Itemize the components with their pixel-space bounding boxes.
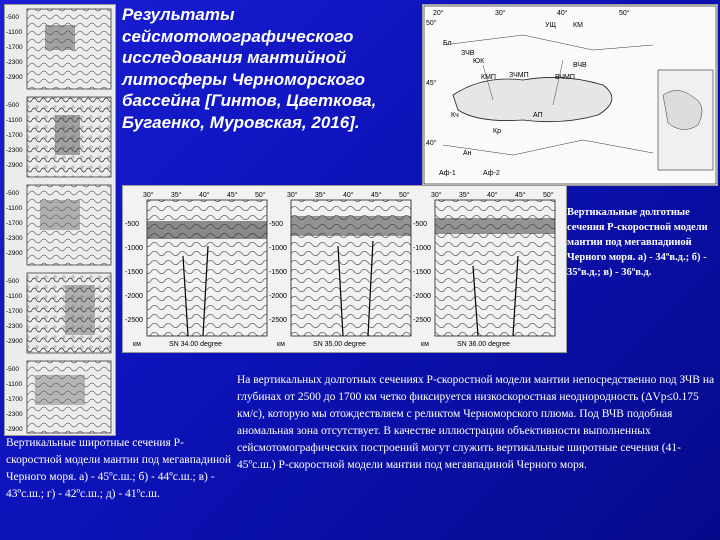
section-depth-tick: -1000 <box>125 245 143 252</box>
section-depth-tick: -2000 <box>125 293 143 300</box>
latitude-section-e <box>27 361 111 433</box>
left-strip-tick: -500 <box>6 190 20 197</box>
region-map <box>422 4 718 186</box>
left-strip-tick: -1700 <box>6 44 23 51</box>
left-strip-tick: -2900 <box>6 74 23 81</box>
left-strip-tick: -2300 <box>6 323 23 330</box>
section-depth-tick: -1000 <box>269 245 287 252</box>
section-top-tick: 45° <box>371 192 382 199</box>
latitude-section-b <box>27 97 111 177</box>
section-top-tick: 40° <box>343 192 354 199</box>
map-label: Бл <box>443 40 452 47</box>
left-strip-tick: -2300 <box>6 411 23 418</box>
slide-title: Результаты сейсмотомографического исследования мантийной литосферы Черноморского бассейна [Гинтов, Цветкова, Бугаенко, Муровская, 2016]. <box>122 5 377 132</box>
section-depth-tick: -2500 <box>269 317 287 324</box>
map-label: Ан <box>463 150 472 157</box>
left-strip-tick: -2900 <box>6 426 23 433</box>
map-lat-tick: 45° <box>426 80 437 87</box>
latitude-section-a <box>27 9 111 89</box>
longitude-section-a <box>147 200 267 336</box>
map-label: КМП <box>481 74 496 81</box>
left-strip-tick: -1100 <box>6 29 23 36</box>
left-strip-tick: -2300 <box>6 235 23 242</box>
longitude-sections-figure <box>123 186 566 352</box>
region-map-figure <box>423 5 717 185</box>
section-depth-unit: км <box>277 341 285 348</box>
section-depth-tick: -1500 <box>413 269 431 276</box>
map-label: ВЧМП <box>555 74 575 81</box>
left-strip-tick: -2900 <box>6 250 23 257</box>
section-depth-unit: км <box>421 341 429 348</box>
left-strip-tick: -500 <box>6 278 20 285</box>
longitude-section-c <box>435 200 555 336</box>
left-strip-tick: -1700 <box>6 396 23 403</box>
latitude-section-d <box>27 273 111 353</box>
left-strip-tick: -1700 <box>6 132 23 139</box>
map-lat-tick: 40° <box>426 140 437 147</box>
map-label: Кч <box>451 112 459 119</box>
section-top-tick: 30° <box>287 192 298 199</box>
latitude-section-c <box>27 185 111 265</box>
latitude-sections-caption: Вертикальные широтные сечения P-скоростной модели мантии под мегавпадиной Черного моря. а) - 45ºс.ш.; б) - 44ºс.ш.; в) - 43ºс.ш.; г) - 42ºс.ш.; д) - 41ºс.ш. <box>6 437 232 500</box>
map-lon-tick: 20° <box>433 10 444 17</box>
map-lon-tick: 50° <box>619 10 630 17</box>
left-strip-tick: -1100 <box>6 205 23 212</box>
section-depth-tick: -2500 <box>413 317 431 324</box>
left-strip-tick: -2900 <box>6 162 23 169</box>
left-strip-depth-ticks <box>6 14 23 433</box>
section-depth-tick: -1500 <box>125 269 143 276</box>
latitude-sections-figure <box>5 5 115 435</box>
map-label: ЗЧВ <box>461 50 475 57</box>
section-depth-tick: -500 <box>269 221 284 228</box>
left-strip-tick: -2300 <box>6 147 23 154</box>
left-strip-tick: -1100 <box>6 117 23 124</box>
section-depth-tick: -1000 <box>413 245 431 252</box>
left-strip-tick: -500 <box>6 14 20 21</box>
section-top-tick: 35° <box>459 192 470 199</box>
left-strip-tick: -500 <box>6 366 20 373</box>
left-strip-tick: -1700 <box>6 220 23 227</box>
left-strip-tick: -2900 <box>6 338 23 345</box>
map-label: ЗЧМП <box>509 72 529 79</box>
section-top-tick: 50° <box>543 192 554 199</box>
section-depth-tick: -500 <box>125 221 140 228</box>
map-label: ЮК <box>473 58 485 65</box>
map-lat-tick: 50° <box>426 20 437 27</box>
section-footer: SN 34.00 degree <box>169 341 222 348</box>
map-label: Кр <box>493 128 501 135</box>
section-top-tick: 30° <box>431 192 442 199</box>
section-depth-tick: -2000 <box>269 293 287 300</box>
map-label: Аф-1 <box>439 170 456 177</box>
left-strip-tick: -1100 <box>6 293 23 300</box>
map-label: КМ <box>573 22 583 29</box>
section-footer: SN 35.00 degree <box>313 341 366 348</box>
section-footer: SN 36.00 degree <box>457 341 510 348</box>
section-top-tick: 35° <box>315 192 326 199</box>
section-top-tick: 40° <box>487 192 498 199</box>
left-strip-tick: -1700 <box>6 308 23 315</box>
section-depth-unit: км <box>133 341 141 348</box>
main-description: На вертикальных долготных сечениях P-скоростной модели мантии непосредственно под ЗЧВ на глубинах от 2500 до 1700 км четко фиксируется низкоскоростная неоднородность (ΔVp≤0.175 км/с), которую мы отождествляем с реликтом Черноморского плюма. Под ВЧВ подобная аномальная зона отсутствует. В качестве иллюстрации объективности выполненных сейсмотомографических построений могут служить вертикальные широтные сечения (41-45ºс.ш.) P-скоростной модели мантии под мегавпадиной Черного моря. <box>237 374 715 471</box>
section-depth-tick: -2000 <box>413 293 431 300</box>
section-top-tick: 50° <box>255 192 266 199</box>
longitude-sections <box>122 185 567 353</box>
section-depth-tick: -500 <box>413 221 428 228</box>
section-depth-tick: -1500 <box>269 269 287 276</box>
map-label: АП <box>533 112 543 119</box>
map-lon-tick: 30° <box>495 10 506 17</box>
section-top-tick: 30° <box>143 192 154 199</box>
latitude-sections-strip <box>4 4 116 436</box>
section-top-tick: 40° <box>199 192 210 199</box>
left-strip-tick: -500 <box>6 102 20 109</box>
section-top-tick: 50° <box>399 192 410 199</box>
map-lon-tick: 40° <box>557 10 568 17</box>
longitude-sections-caption: Вертикальные долготные сечения P-скоростной модели мантии под мегавпадиной Черного моря. а) - 34ºв.д.; б) - 35ºв.д.; в) - 36ºв.д. <box>567 207 708 278</box>
map-label: ВЧВ <box>573 62 587 69</box>
section-top-tick: 45° <box>227 192 238 199</box>
section-top-tick: 45° <box>515 192 526 199</box>
map-label: УЩ <box>545 22 557 29</box>
left-strip-tick: -2300 <box>6 59 23 66</box>
left-strip-tick: -1100 <box>6 381 23 388</box>
map-label: Аф-2 <box>483 170 500 177</box>
longitude-section-b <box>291 200 411 336</box>
section-depth-tick: -2500 <box>125 317 143 324</box>
section-top-tick: 35° <box>171 192 182 199</box>
